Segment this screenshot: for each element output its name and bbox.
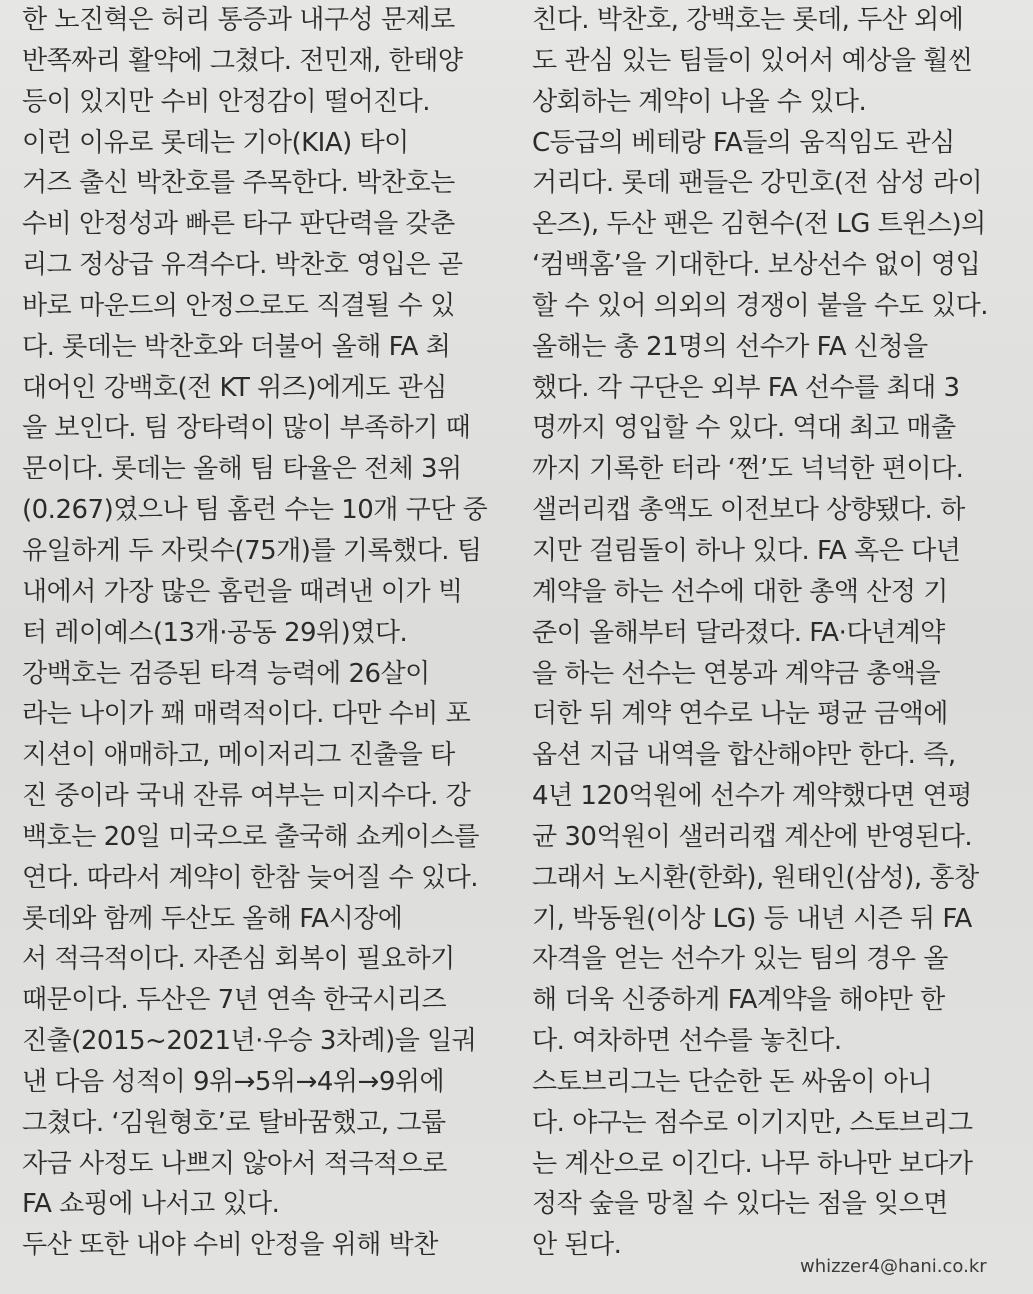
text-line: 상회하는 계약이 나올 수 있다.	[532, 86, 867, 117]
text-line: 연다. 따라서 계약이 한참 늦어질 수 있다.	[22, 862, 478, 893]
text-line: 온즈), 두산 팬은 김현수(전 LG 트윈스)의	[532, 209, 986, 240]
text-line: 두산 또한 내야 수비 안정을 위해 박찬	[22, 1230, 438, 1261]
text-line: 롯데와 함께 두산도 올해 FA시장에	[22, 903, 403, 934]
text-line: 을 보인다. 팀 장타력이 많이 부족하기 때	[22, 413, 471, 444]
text-line: 친다. 박찬호, 강백호는 롯데, 두산 외에	[532, 5, 964, 35]
text-line: 올해는 총 21명의 선수가 FA 신청을	[532, 331, 928, 362]
text-line: 까지 기록한 터라 ‘쩐’도 넉넉한 편이다.	[532, 454, 964, 485]
text-line: 진출(2015~2021년·우승 3차례)을 일궈	[22, 1026, 477, 1057]
text-line: 이런 이유로 롯데는 기아(KIA) 타이	[22, 127, 409, 158]
text-line: C등급의 베테랑 FA들의 움직임도 관심	[532, 127, 955, 158]
text-line: 는 계산으로 이긴다. 나무 하나만 보다가	[532, 1148, 973, 1179]
text-line: 백호는 20일 미국으로 출국해 쇼케이스를	[22, 821, 479, 852]
text-line: 서 적극적이다. 자존심 회복이 필요하기	[22, 944, 455, 975]
byline-email: whizzer4@hani.co.kr	[800, 1256, 987, 1277]
text-line: 라는 나이가 꽤 매력적이다. 다만 수비 포	[22, 699, 471, 730]
text-line: 바로 마운드의 안정으로도 직결될 수 있	[22, 290, 455, 321]
text-line: 을 하는 선수는 연봉과 계약금 총액을	[532, 658, 941, 689]
text-line: ‘컴백홈’을 기대한다. 보상선수 없이 영입	[532, 250, 981, 281]
text-line: 계약을 하는 선수에 대한 총액 산정 기	[532, 576, 948, 607]
text-line: 낸 다음 성적이 9위→5위→4위→9위에	[22, 1066, 445, 1097]
text-line: 때문이다. 두산은 7년 연속 한국시리즈	[22, 985, 447, 1016]
text-line: 리그 정상급 유격수다. 박찬호 영입은 곧	[22, 250, 463, 281]
text-line: 지션이 애매하고, 메이저리그 진출을 타	[22, 740, 455, 771]
text-line: 터 레이예스(13개·공동 29위)였다.	[22, 617, 408, 648]
text-line: 샐러리캡 총액도 이전보다 상향됐다. 하	[532, 495, 965, 526]
text-line: 정작 숲을 망칠 수 있다는 점을 잊으면	[532, 1189, 948, 1220]
text-line: 해 더욱 신중하게 FA계약을 해야만 한	[532, 985, 945, 1016]
text-line: 할 수 있어 의외의 경쟁이 붙을 수도 있다.	[532, 290, 988, 321]
text-line: 다. 야구는 점수로 이기지만, 스토브리그	[532, 1107, 973, 1138]
text-line: 도 관심 있는 팀들이 있어서 예상을 훨씬	[532, 45, 973, 76]
text-line: 스토브리그는 단순한 돈 싸움이 아니	[532, 1066, 933, 1097]
text-line: 한 노진혁은 허리 통증과 내구성 문제로	[22, 5, 455, 35]
left-column	[22, 0, 500, 1266]
text-line: 기, 박동원(이상 LG) 등 내년 시즌 뒤 FA	[532, 903, 972, 934]
text-line: 문이다. 롯데는 올해 팀 타율은 전체 3위	[22, 454, 462, 485]
text-line: 4년 120억원에 선수가 계약했다면 연평	[532, 781, 972, 812]
text-line: 균 30억원이 샐러리캡 계산에 반영된다.	[532, 821, 973, 852]
text-line: 진 중이라 국내 잔류 여부는 미지수다. 강	[22, 781, 471, 812]
text-line: 자격을 얻는 선수가 있는 팀의 경우 올	[532, 944, 948, 975]
text-line: 그쳤다. ‘김원형호’로 탈바꿈했고, 그룹	[22, 1107, 446, 1138]
text-line: 자금 사정도 나쁘지 않아서 적극적으로	[22, 1148, 447, 1179]
text-line: 그래서 노시환(한화), 원태인(삼성), 홍창	[532, 862, 979, 893]
text-line: 거리다. 롯데 팬들은 강민호(전 삼성 라이	[532, 168, 983, 199]
text-line: 옵션 지급 내역을 합산해야만 한다. 즉,	[532, 740, 956, 771]
text-line: 지만 걸림돌이 하나 있다. FA 혹은 다년	[532, 535, 961, 566]
right-column	[532, 0, 1010, 1266]
text-line: 안 된다.	[532, 1230, 622, 1261]
text-line: 유일하게 두 자릿수(75개)를 기록했다. 팀	[22, 535, 482, 566]
text-line: 강백호는 검증된 타격 능력에 26살이	[22, 658, 430, 689]
text-line: 준이 올해부터 달라졌다. FA·다년계약	[532, 617, 945, 648]
text-line: 다. 여차하면 선수를 놓친다.	[532, 1026, 842, 1057]
text-line: 더한 뒤 계약 연수로 나눈 평균 금액에	[532, 699, 948, 730]
text-line: 수비 안정성과 빠른 타구 판단력을 갖춘	[22, 209, 455, 240]
text-line: FA 쇼핑에 나서고 있다.	[22, 1189, 280, 1220]
text-line: 거즈 출신 박찬호를 주목한다. 박찬호는	[22, 168, 455, 199]
text-line: 등이 있지만 수비 안정감이 떨어진다.	[22, 86, 431, 117]
text-line: 대어인 강백호(전 KT 위즈)에게도 관심	[22, 372, 447, 403]
text-line: (0.267)였으나 팀 홈런 수는 10개 구단 중	[22, 495, 488, 526]
text-line: 했다. 각 구단은 외부 FA 선수를 최대 3	[532, 372, 960, 403]
text-line: 내에서 가장 많은 홈런을 때려낸 이가 빅	[22, 576, 463, 607]
text-line: 반쪽짜리 활약에 그쳤다. 전민재, 한태양	[22, 45, 463, 76]
text-line: 명까지 영입할 수 있다. 역대 최고 매출	[532, 413, 956, 444]
text-line: 다. 롯데는 박찬호와 더불어 올해 FA 최	[22, 331, 451, 362]
